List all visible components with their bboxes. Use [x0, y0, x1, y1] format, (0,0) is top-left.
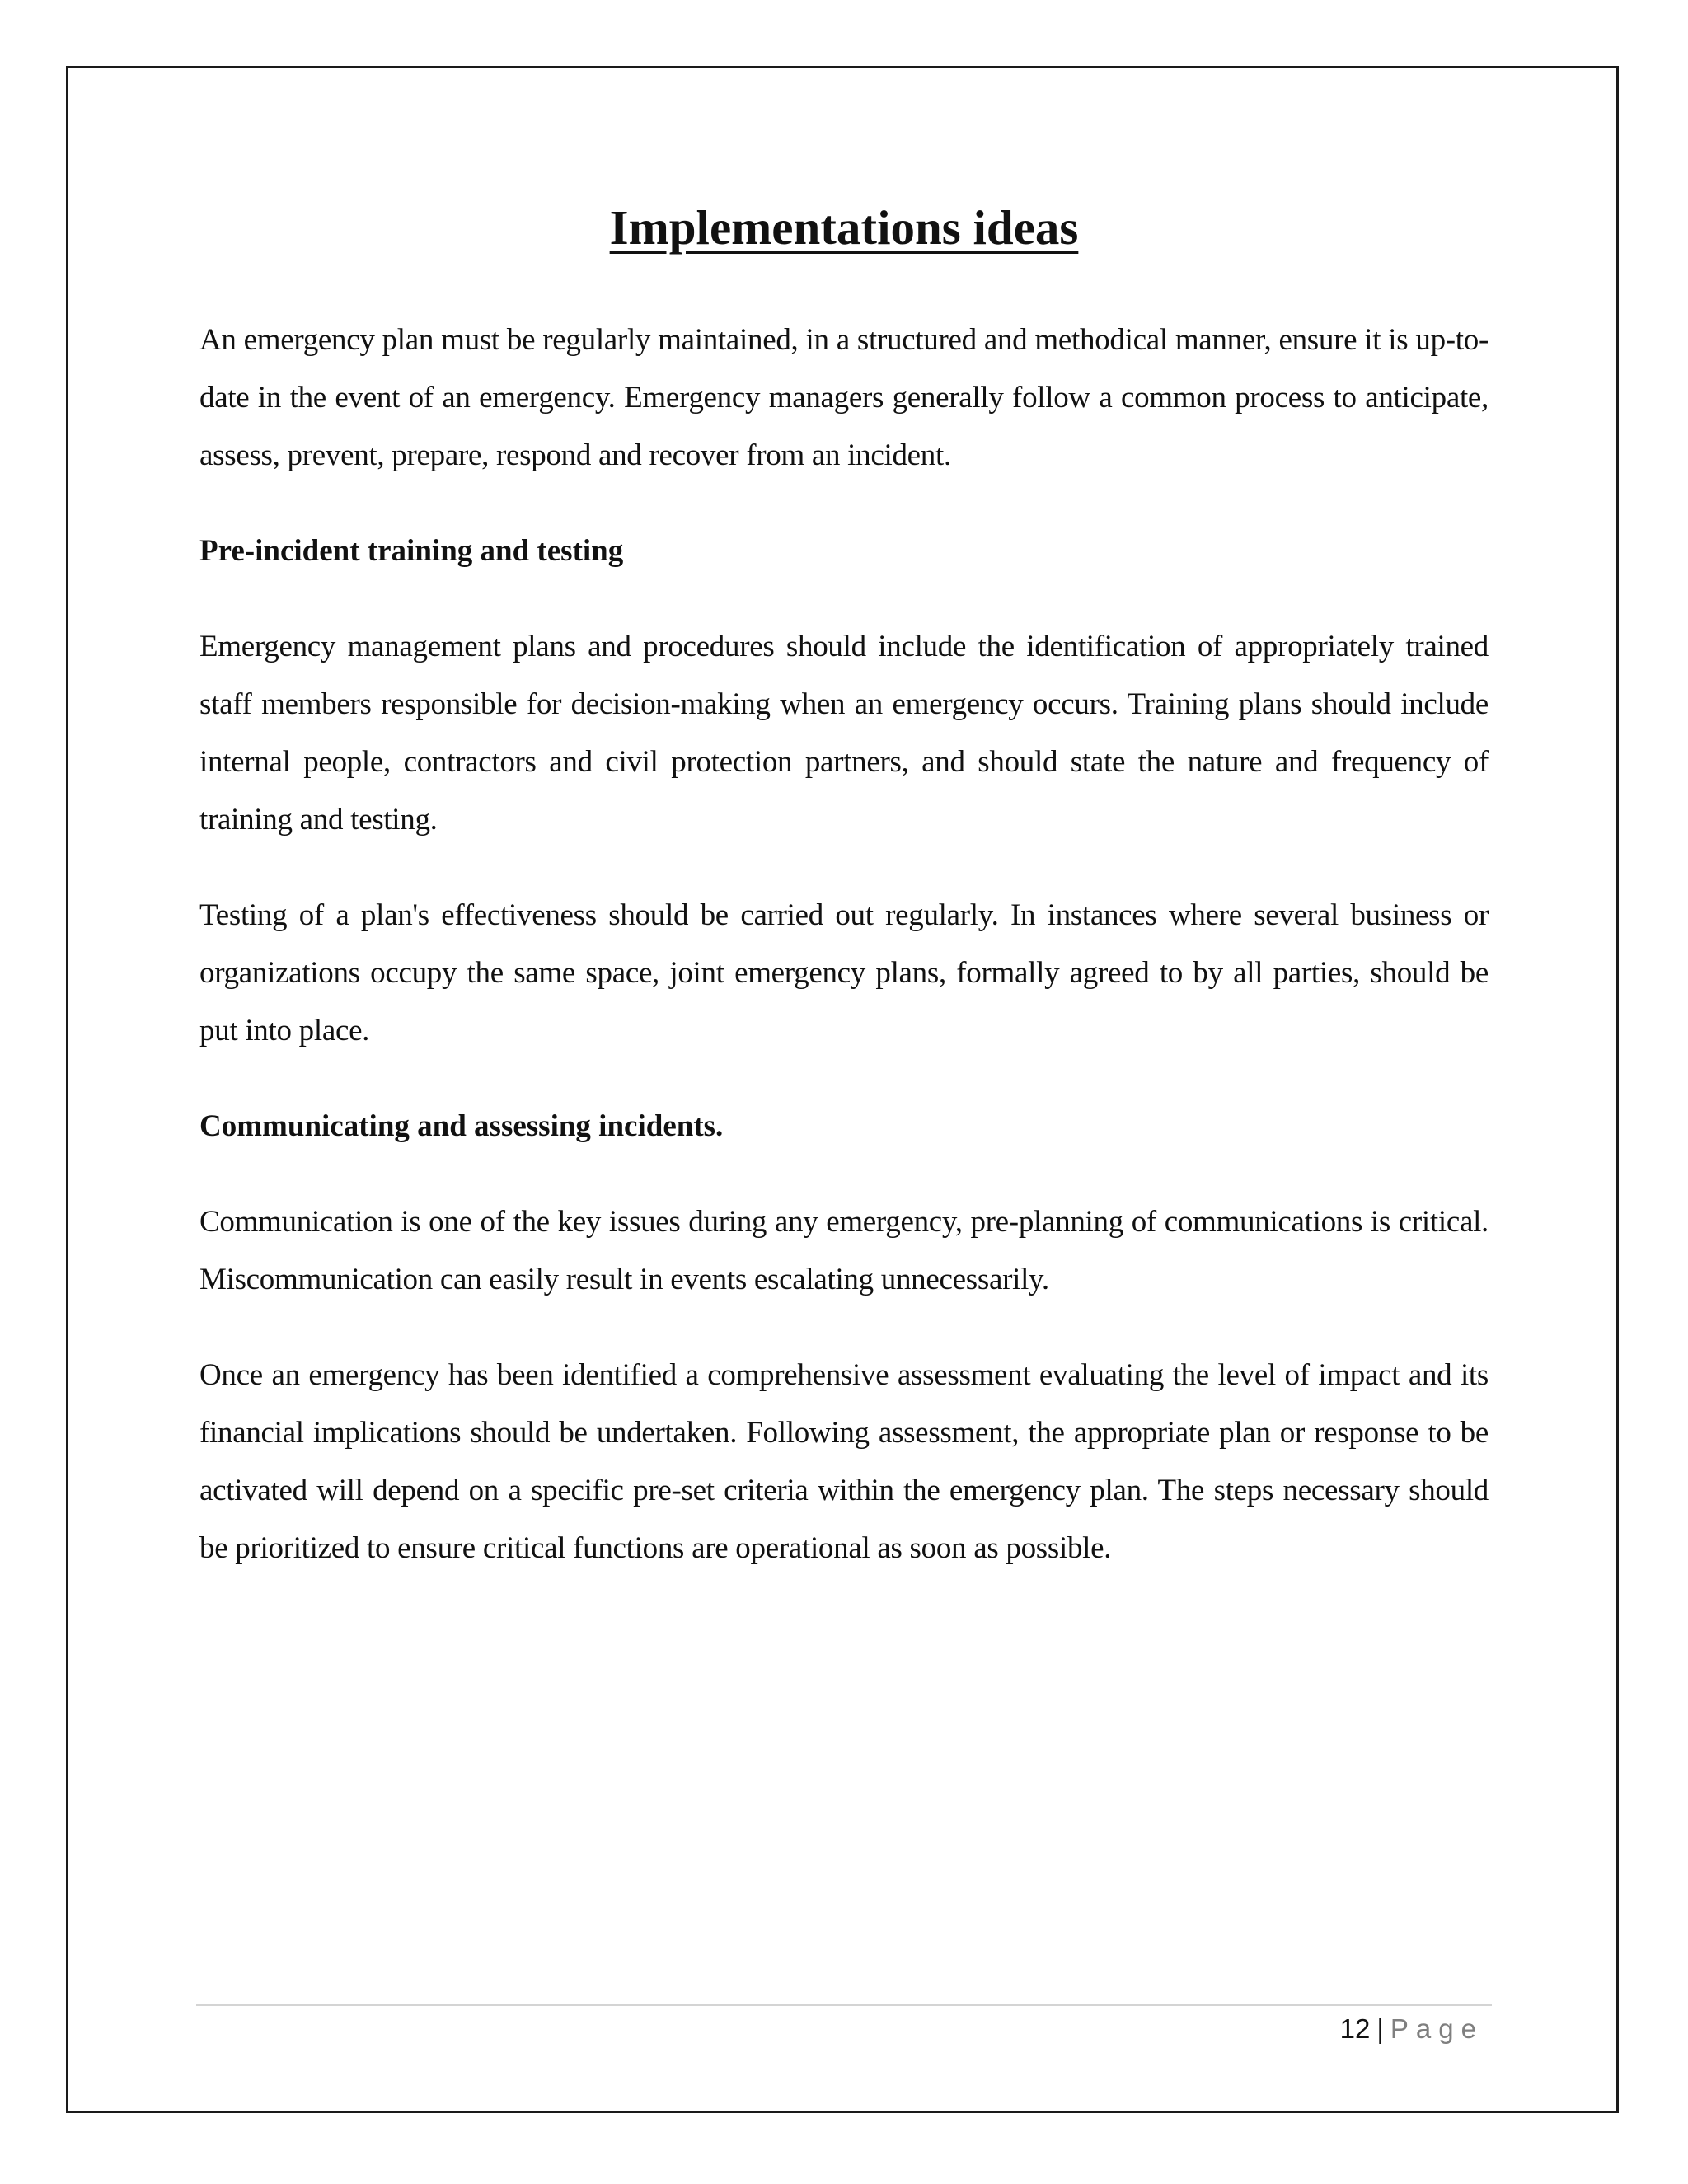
testing-paragraph: Testing of a plan's effectiveness should be carried out regularly. In instances where several business or organizations occupy the same space, joint emergency plans, formally agreed to by all parties, should be put into place. — [199, 898, 1489, 1047]
page-title: Implementations ideas — [609, 200, 1079, 255]
section-heading-pre-incident: Pre-incident training and testing — [199, 534, 624, 568]
page-number: 12 — [1339, 2013, 1371, 2044]
intro-paragraph: An emergency plan must be regularly maintained, in a structured and methodical manner, ensure it is up-to-date in the event of an emergency. Emergency managers generally follow a common process to anticipate, assess, prevent, prepare, respond and recover from an incident. — [199, 323, 1489, 472]
training-paragraph: Emergency management plans and procedures should include the identification of appropriately trained staff members responsible for decision-making when an emergency occurs. Training plans should include internal people, contractors and civil protection partners, and should state the nature and frequency of training and testing. — [199, 630, 1489, 837]
footer-separator: | — [1376, 2013, 1384, 2044]
communication-paragraph: Communication is one of the key issues during any emergency, pre-planning of communications is critical. Miscommunication can easily result in events escalating unnecessarily. — [199, 1205, 1489, 1296]
footer-divider — [196, 2004, 1492, 2006]
section-heading-communicating: Communicating and assessing incidents. — [199, 1109, 724, 1143]
page-label: Page — [1390, 2013, 1484, 2044]
page-footer — [1340, 2009, 1484, 2049]
assessment-paragraph: Once an emergency has been identified a comprehensive assessment evaluating the level of impact and its financial implications should be undertaken. Following assessment, the appropriate plan or response to be activated will depend on a specific pre-set criteria within the emergency plan. The steps necessary should be prioritized to ensure critical functions are operational as soon as possible. — [199, 1358, 1489, 1565]
document-body — [199, 312, 1489, 1615]
